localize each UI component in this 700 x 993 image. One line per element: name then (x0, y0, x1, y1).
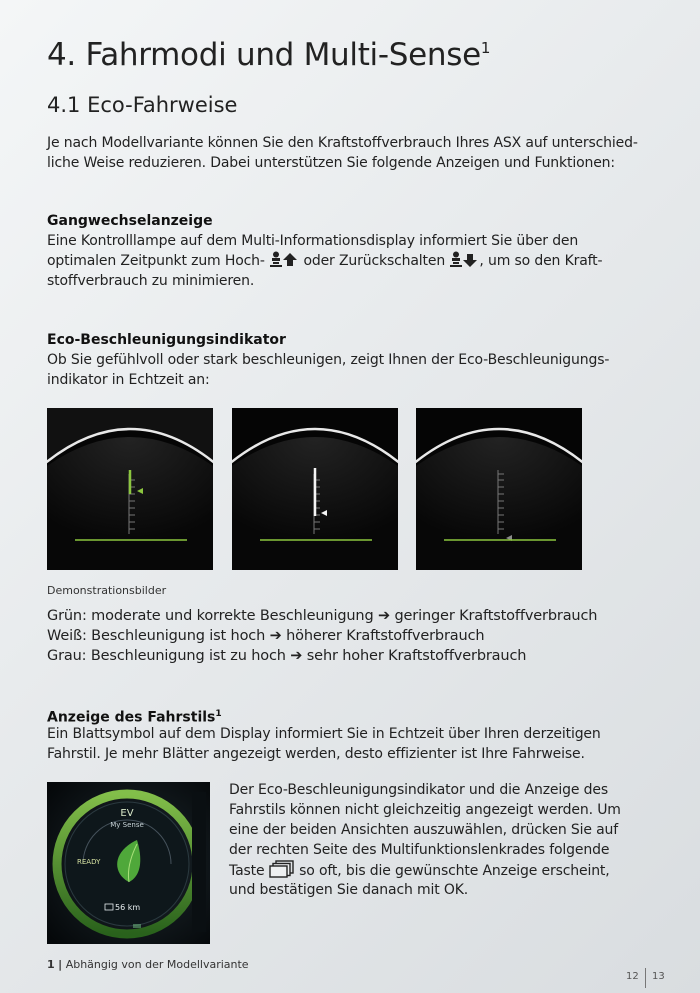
page-title: 4. Fahrmodi und Multi-Sense$^1$ (47, 37, 491, 73)
fahrstil-display-image (47, 782, 210, 944)
arrow-right-icon: ➔ (269, 628, 282, 644)
gangwechsel-line-1: Eine Kontrolllampe auf dem Multi-Informationsdisplay informiert Sie über den (47, 233, 579, 249)
display-mode: EV (120, 808, 134, 819)
gangwechsel-line-2: optimalen Zeitpunkt zum Hoch- oder Zurückschalten , um so den Kraft- (47, 253, 603, 269)
eco-indicator-heading: Eco-Beschleunigungsindikator (47, 332, 286, 348)
fahrstil-side-line-4: der rechten Seite des Multifunktionslenkrades folgende (229, 842, 610, 858)
eco-indicator-image-grey (416, 408, 582, 570)
page-divider (645, 968, 646, 988)
legend-grey: Grau: Beschleunigung ist zu hoch ➔ sehr hoher Kraftstoffverbrauch (47, 648, 527, 664)
footnote: 1 | Abhängig von der Modellvariante (47, 958, 249, 971)
title-footnote-marker: 1 (480, 39, 491, 57)
arrow-right-icon: ➔ (290, 648, 303, 664)
gangwechsel-heading: Gangwechselanzeige (47, 213, 213, 229)
eco-indicator-image-green (47, 408, 213, 570)
fahrstil-side-line-2: Fahrstils können nicht gleichzeitig angezeigt werden. Um (229, 802, 621, 818)
section-subtitle: 4.1 Eco-Fahrweise (47, 93, 238, 117)
fahrstil-side-line-1: Der Eco-Beschleunigungsindikator und die Anzeige des (229, 782, 608, 798)
fahrstil-line-2: Fahrstil. Je mehr Blätter angezeigt werden, desto effizienter ist Ihre Fahrweise. (47, 746, 585, 762)
fahrstil-line-1: Ein Blattsymbol auf dem Display informiert Sie in Echtzeit über Ihren derzeitigen (47, 726, 601, 742)
eco-indicator-image-white (232, 408, 398, 570)
display-range: 56 km (115, 903, 141, 912)
gangwechsel-line-3: stoffverbrauch zu minimieren. (47, 273, 255, 289)
fahrstil-side-line-5: Taste so oft, bis die gewünschte Anzeige erscheint, (229, 860, 610, 881)
shift-down-icon (449, 251, 479, 267)
display-toggle-button-icon (269, 860, 295, 878)
display-mode-sub: My Sense (110, 821, 144, 829)
image-caption: Demonstrationsbilder (47, 584, 167, 597)
page-number-right: 13 (652, 971, 665, 982)
intro-line-1: Je nach Modellvariante können Sie den Kraftstoffverbrauch Ihres ASX auf unterschied- (47, 135, 638, 151)
fahrstil-footnote-marker: 1 (215, 709, 222, 719)
legend-green: Grün: moderate und korrekte Beschleunigung ➔ geringer Kraftstoffverbrauch (47, 608, 598, 624)
page-number-left: 12 (626, 971, 639, 982)
shift-up-icon (269, 251, 299, 267)
eco-indicator-line-2: indikator in Echtzeit an: (47, 372, 210, 388)
legend-white: Weiß: Beschleunigung ist hoch ➔ höherer Kraftstoffverbrauch (47, 628, 485, 644)
arrow-right-icon: ➔ (377, 608, 390, 624)
fahrstil-side-line-3: eine der beiden Ansichten auszuwählen, drücken Sie auf (229, 822, 619, 838)
intro-line-2: liche Weise reduzieren. Dabei unterstützen Sie folgende Anzeigen und Funktionen: (47, 155, 615, 171)
fahrstil-side-line-6: und bestätigen Sie danach mit OK. (229, 882, 469, 898)
fahrstil-heading: Anzeige des Fahrstils$^1$ (47, 709, 222, 726)
display-ready: READY (77, 858, 101, 866)
eco-indicator-line-1: Ob Sie gefühlvoll oder stark beschleunigen, zeigt Ihnen der Eco-Beschleunigungs- (47, 352, 610, 368)
